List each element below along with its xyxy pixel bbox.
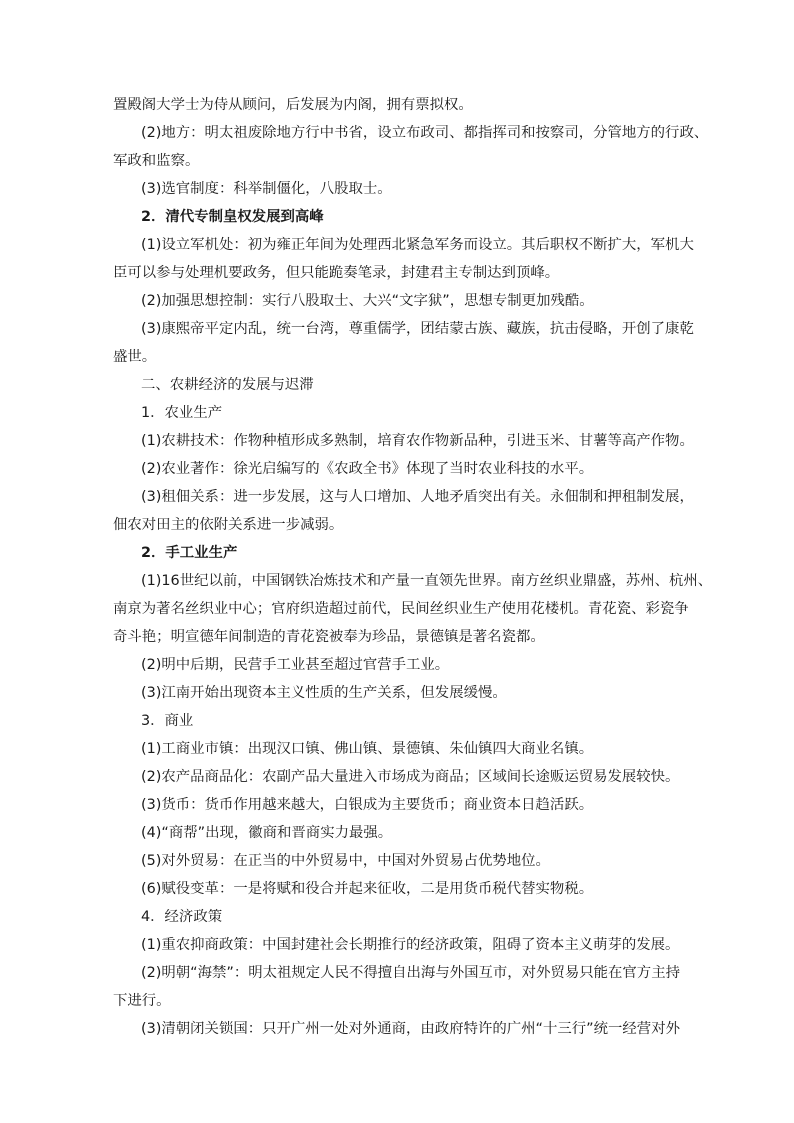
section-heading: 二、农耕经济的发展与迟滞	[141, 377, 314, 393]
text-line: 奇斗艳；明宣德年间制造的青花瓷被奉为珍品，景德镇是著名瓷都。	[113, 629, 545, 645]
text-line: (3)康熙帝平定内乱，统一台湾，尊重儒学，团结蒙古族、藏族，抗击侵略，开创了康乾	[141, 321, 694, 337]
text-line: (6)赋役变革：一是将赋和役合并起来征收，二是用货币税代替实物税。	[141, 881, 594, 897]
text-line: (3)货币：货币作用越来越大，白银成为主要货币；商业资本日趋活跃。	[141, 797, 594, 813]
text-line: (3)选官制度：科举制僵化，八股取士。	[141, 181, 392, 197]
text-line: (2)地方：明太祖废除地方行中书省，设立布政司、都指挥司和按察司，分管地方的行政、	[141, 125, 709, 141]
text-line: 置殿阁大学士为侍从顾问，后发展为内阁，拥有票拟权。	[113, 97, 473, 113]
subsection-heading: 4．经济政策	[141, 909, 223, 925]
text-line: (1)16世纪以前，中国钢铁冶炼技术和产量一直领先世界。南方丝织业鼎盛，苏州、杭州、	[141, 573, 713, 589]
text-line: (2)农业著作：徐光启编写的《农政全书》体现了当时农业科技的水平。	[141, 461, 594, 477]
text-line: (1)重农抑商政策：中国封建社会长期推行的经济政策，阻碍了资本主义萌芽的发展。	[141, 937, 680, 953]
text-line: (3)江南开始出现资本主义性质的生产关系，但发展缓慢。	[141, 685, 507, 701]
text-line: (1)设立军机处：初为雍正年间为处理西北紧急军务而设立。其后职权不断扩大，军机大	[141, 237, 694, 253]
text-line: (2)农产品商品化：农副产品大量进入市场成为商品；区域间长途贩运贸易发展较快。	[141, 769, 680, 785]
text-line: 军政和监察。	[113, 153, 200, 169]
subsection-heading: 1．农业生产	[141, 405, 223, 421]
text-line: (1)工商业市镇：出现汉口镇、佛山镇、景德镇、朱仙镇四大商业名镇。	[141, 741, 594, 757]
text-line: (2)明中后期，民营手工业甚至超过官营手工业。	[141, 657, 450, 673]
text-line: (2)加强思想控制：实行八股取士、大兴“文字狱”，思想专制更加残酷。	[141, 293, 594, 309]
text-line: 佃农对田主的依附关系进一步减弱。	[113, 517, 344, 533]
subsection-heading: 2．手工业生产	[141, 545, 238, 561]
subsection-heading: 3．商业	[141, 713, 194, 729]
text-line: (2)明朝“海禁”：明太祖规定人民不得擅自出海与外国互市，对外贸易只能在官方主持	[141, 965, 680, 981]
text-line: 臣可以参与处理机要政务，但只能跪奏笔录，封建君主专制达到顶峰。	[113, 265, 560, 281]
text-line: (4)“商帮”出现，徽商和晋商实力最强。	[141, 825, 393, 841]
text-line: 盛世。	[113, 349, 157, 365]
text-line: 下进行。	[113, 993, 171, 1009]
section-heading: 2．清代专制皇权发展到高峰	[141, 209, 324, 225]
text-line: (3)租佃关系：进一步发展，这与人口增加、人地矛盾突出有关。永佃制和押租制发展，	[141, 489, 694, 505]
text-line: (5)对外贸易：在正当的中外贸易中，中国对外贸易占优势地位。	[141, 853, 550, 869]
text-line: 南京为著名丝织业中心；官府织造超过前代，民间丝织业生产使用花楼机。青花瓷、彩瓷争	[113, 601, 689, 617]
text-line: (3)清朝闭关锁国：只开广州一处对外通商，由政府特许的广州“十三行”统一经营对外	[141, 1021, 680, 1037]
text-line: (1)农耕技术：作物种植形成多熟制，培育农作物新品种，引进玉米、甘薯等高产作物。	[141, 433, 694, 449]
